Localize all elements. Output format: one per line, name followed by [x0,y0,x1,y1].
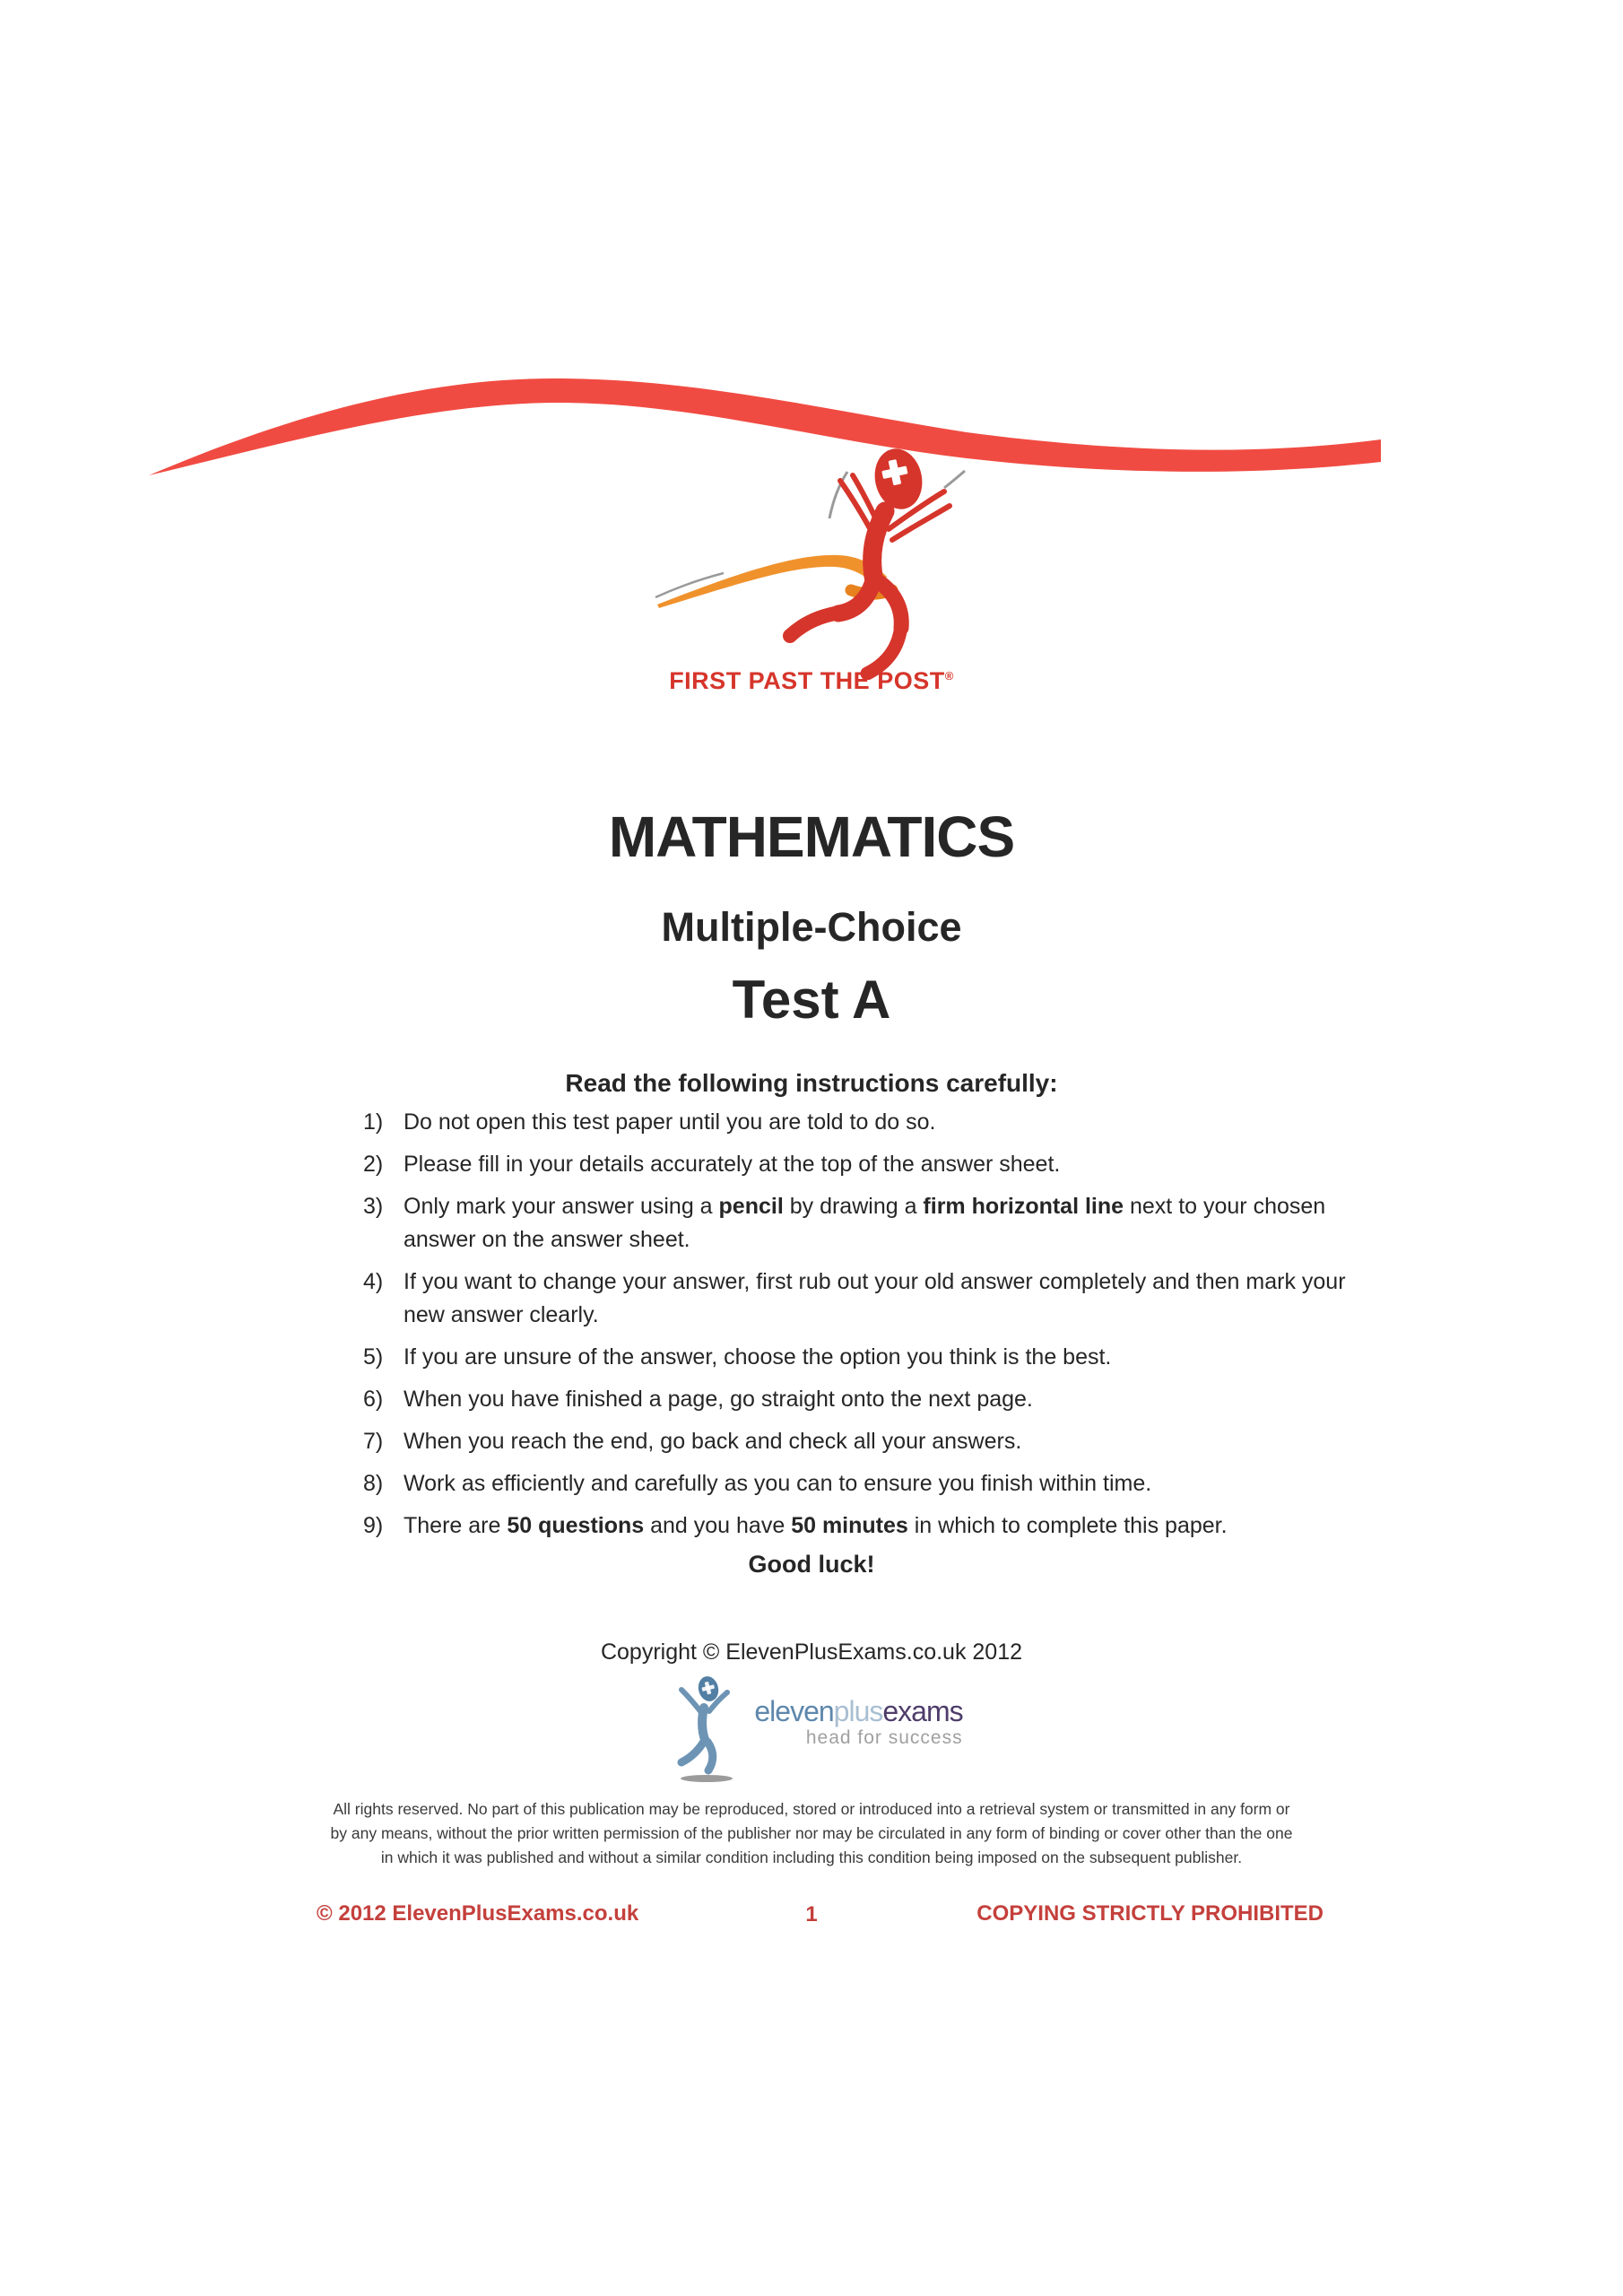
instruction-text: Only mark your answer using a pencil by drawing a firm horizontal line next to your chosen answer on the answer sheet. [404,1194,1326,1252]
instruction-number: 5) [363,1344,384,1370]
epe-wordmark [754,1674,962,1749]
instructions-heading: Read the following instructions carefully: [565,1069,1058,1097]
instruction-text: There are 50 questions and you have 50 minutes in which to complete this paper. [404,1513,1228,1538]
legal-line-2: by any means, without the prior written permission of the publisher nor may be circulated in any form of binding or cover other than the one [330,1824,1293,1842]
fptp-caption [650,667,973,695]
epe-tagline: head for success [805,1727,963,1748]
test-format-title: Multiple-Choice [661,904,962,950]
elevenplusexams-logo [0,1674,1623,1785]
instruction-item [363,1106,1403,1139]
instruction-text: Work as efficiently and carefully as you can to ensure you finish within time. [404,1471,1152,1496]
good-luck-message: Good luck! [748,1551,875,1578]
instruction-item [363,1467,1403,1500]
instruction-item [363,1190,1403,1257]
instruction-item [363,1509,1403,1543]
epe-word-exams: exams [882,1695,963,1727]
epe-word-eleven: eleven [754,1695,834,1727]
instruction-number: 1) [363,1109,384,1135]
subject-title: MATHEMATICS [608,804,1015,869]
instruction-number: 7) [363,1429,384,1454]
epe-word-plus: plus [833,1695,883,1727]
legal-line-1: All rights reserved. No part of this publication may be reproduced, stored or introduced into a retrieval system or transmitted in any form or [333,1800,1290,1818]
epe-figure-icon [660,1674,754,1785]
copyright-line: Copyright © ElevenPlusExams.co.uk 2012 [600,1639,1023,1665]
legal-line-3: in which it was published and without a similar condition including this condition being imposed on the subsequent publisher. [380,1848,1243,1866]
instruction-number: 3) [363,1194,384,1219]
instruction-item [363,1383,1403,1416]
registered-trademark-symbol: ® [944,669,954,683]
legal-notice [0,1797,1623,1870]
footer-copying-warning: COPYING STRICTLY PROHIBITED [976,1901,1324,1926]
instruction-number: 9) [363,1513,384,1538]
first-past-the-post-logo [650,436,973,695]
instruction-item [363,1265,1403,1332]
instruction-text: When you reach the end, go back and check all your answers. [404,1429,1022,1454]
instruction-text: Do not open this test paper until you are told to do so. [404,1109,936,1135]
page-number: 1 [805,1902,818,1926]
fptp-caption-text: FIRST PAST THE POST [669,667,945,694]
instruction-number: 2) [363,1152,384,1177]
instruction-item [363,1341,1403,1374]
instruction-text: Please fill in your details accurately at the top of the answer sheet. [404,1152,1061,1177]
test-name-title: Test A [732,970,891,1030]
footer-copyright: © 2012 ElevenPlusExams.co.uk [317,1901,639,1926]
instructions-list [363,1106,1403,1552]
runner-figure-icon [650,436,973,680]
instruction-text: If you want to change your answer, first rub out your old answer completely and then mark your new answer clearly. [404,1269,1346,1327]
instruction-text: If you are unsure of the answer, choose the option you think is the best. [404,1344,1112,1370]
instruction-number: 8) [363,1471,384,1496]
instruction-text: When you have finished a page, go straight onto the next page. [404,1387,1033,1412]
epe-wordmark-line [754,1697,962,1726]
instruction-number: 4) [363,1269,384,1294]
instruction-item [363,1425,1403,1458]
instruction-item [363,1148,1403,1181]
instruction-number: 6) [363,1387,384,1412]
